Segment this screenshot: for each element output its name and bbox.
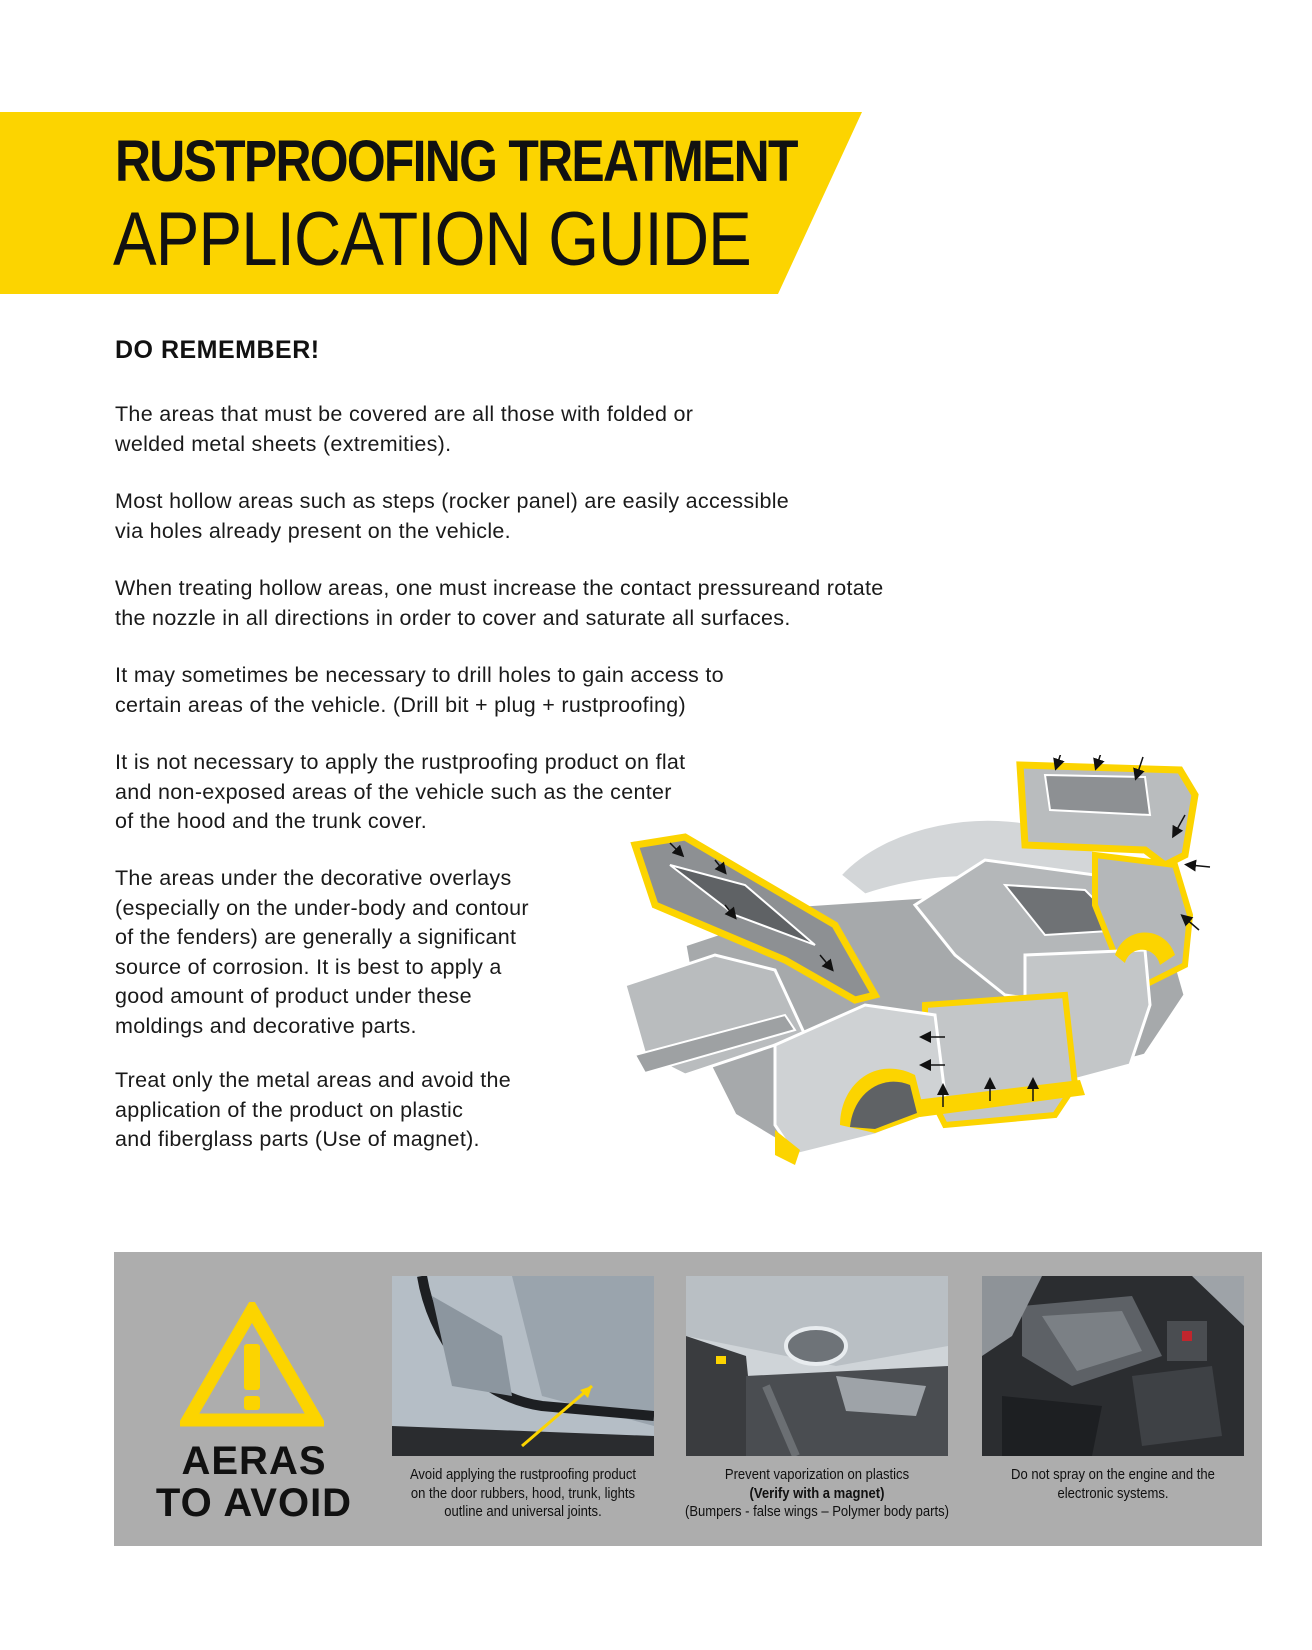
door-rubber-photo <box>392 1276 654 1456</box>
section-heading: DO REMEMBER! <box>115 336 320 364</box>
paragraph-hollow-areas <box>115 487 789 546</box>
paragraph-treating-hollow <box>115 574 884 633</box>
warning-triangle-icon <box>180 1302 324 1428</box>
caption-line: (Bumpers - false wings – Polymer body parts) <box>684 1504 949 1520</box>
paragraph-line: Most hollow areas such as steps (rocker panel) are easily accessible <box>115 489 790 513</box>
caption-line: outline and universal joints. <box>444 1504 602 1520</box>
paragraph-line: certain areas of the vehicle. (Drill bit + plug + rustproofing) <box>115 692 687 717</box>
paragraph-line: When treating hollow areas, one must increase the contact pressureand rotate <box>115 576 884 600</box>
paragraph-line: welded metal sheets (extremities). <box>115 431 452 456</box>
areas-to-avoid-panel <box>114 1252 1262 1546</box>
paragraph-line: (especially on the under-body and contour <box>115 895 529 920</box>
paragraph-line: It is not necessary to apply the rustproofing product on flat <box>115 750 686 774</box>
car-body-diagram <box>625 755 1285 1195</box>
avoid-title <box>134 1440 374 1524</box>
paragraph-metal-only <box>115 1066 511 1155</box>
caption-line: Prevent vaporization on plastics <box>724 1467 910 1483</box>
paragraph-line: good amount of product under these <box>115 984 472 1008</box>
paragraph-line: and non-exposed areas of the vehicle such as the center <box>115 779 672 804</box>
avoid-title-line: TO AVOID <box>155 1481 353 1525</box>
paragraph-line: and fiberglass parts (Use of magnet). <box>115 1127 480 1151</box>
caption-line: Do not spray on the engine and the <box>1011 1467 1215 1483</box>
exhaust-bumper-photo <box>686 1276 948 1456</box>
paragraph-line: of the hood and the trunk cover. <box>115 809 428 833</box>
paragraph-decorative-overlays <box>115 864 529 1041</box>
caption-line: Avoid applying the rustproofing product <box>409 1467 637 1483</box>
caption-engine <box>978 1466 1248 1503</box>
caption-door-rubbers <box>388 1466 658 1522</box>
paragraph-folded-sheets <box>115 400 693 459</box>
engine-bay-photo <box>982 1276 1244 1456</box>
caption-plastics <box>682 1466 952 1522</box>
paragraph-line: via holes already present on the vehicle. <box>115 518 511 543</box>
paragraph-line: moldings and decorative parts. <box>115 1013 417 1038</box>
paragraph-line: of the fenders) are generally a significant <box>115 925 517 949</box>
paragraph-line: the nozzle in all directions in order to cover and saturate all surfaces. <box>115 605 791 630</box>
caption-line: electronic systems. <box>1057 1485 1169 1502</box>
paragraph-drill-holes <box>115 661 724 720</box>
paragraph-flat-areas <box>115 748 685 837</box>
caption-line-bold: (Verify with a magnet) <box>749 1485 885 1502</box>
paragraph-line: application of the product on plastic <box>115 1097 464 1122</box>
title-line-2: APPLICATION GUIDE <box>113 197 751 282</box>
title-line-1: RUSTPROOFING TREATMENT <box>115 129 797 194</box>
caption-line: on the door rubbers, hood, trunk, lights <box>410 1485 636 1502</box>
avoid-title-line: AERAS <box>181 1439 327 1483</box>
paragraph-line: The areas that must be covered are all those with folded or <box>115 402 694 426</box>
paragraph-line: source of corrosion. It is best to apply a <box>115 954 502 979</box>
paragraph-line: The areas under the decorative overlays <box>115 866 512 890</box>
paragraph-line: Treat only the metal areas and avoid the <box>115 1068 512 1092</box>
paragraph-line: It may sometimes be necessary to drill holes to gain access to <box>115 663 724 687</box>
car-body-diagram-icon <box>625 755 1285 1195</box>
